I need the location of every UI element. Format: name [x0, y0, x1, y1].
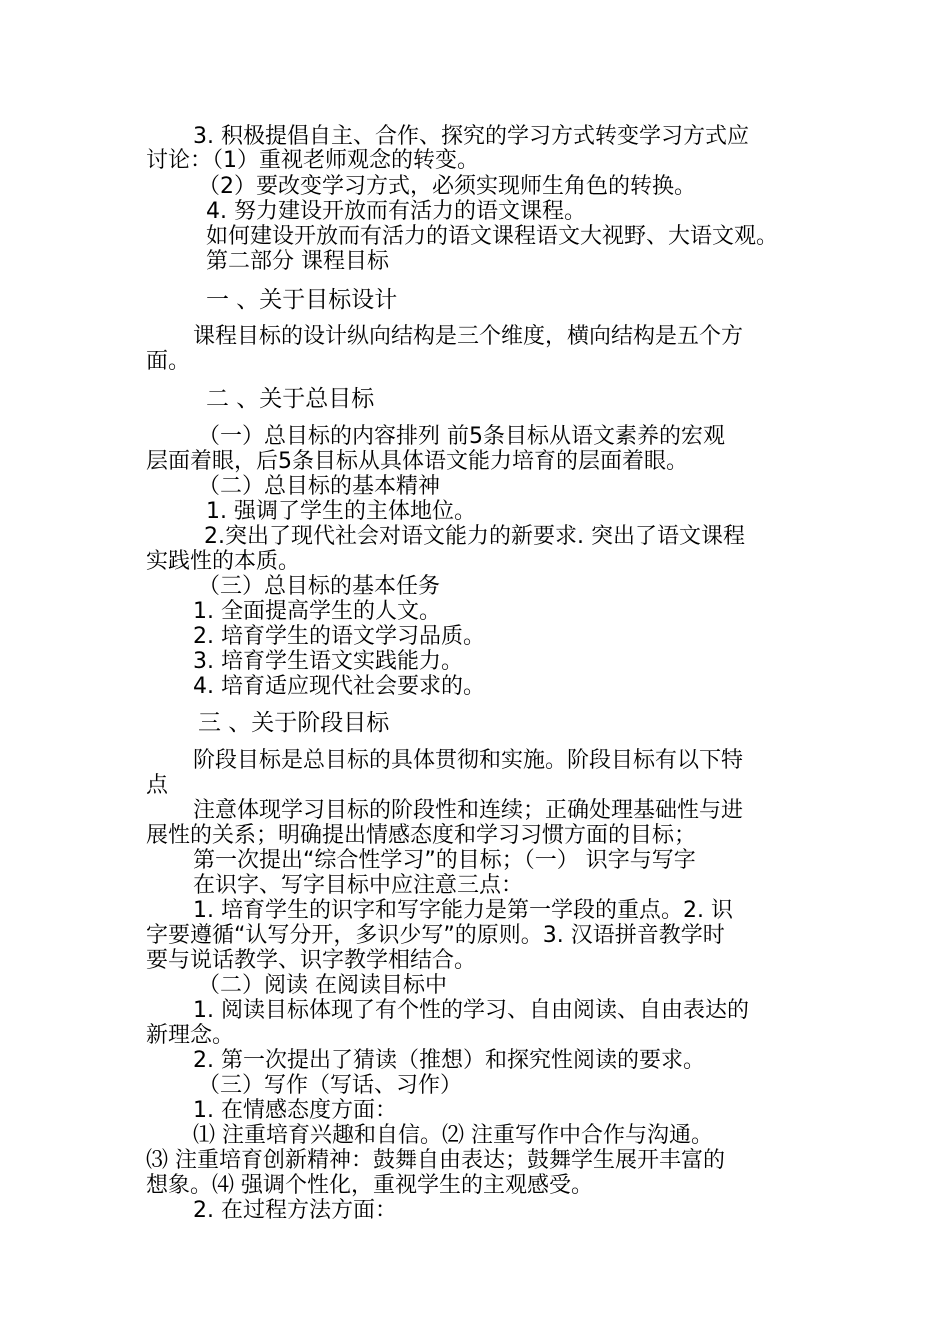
text-line: （一）总目标的内容排列 前5条目标从语文素养的宏观: [198, 424, 725, 449]
section-heading: 二 、关于总目标: [206, 386, 375, 412]
section-heading: 一 、关于目标设计: [206, 287, 398, 313]
text-line: 阶段目标是总目标的具体贯彻和实施。阶段目标有以下特: [193, 748, 744, 773]
text-line: 新理念。: [146, 1023, 235, 1048]
text-line: （三）总目标的基本任务: [198, 574, 441, 599]
text-line: 展性的关系；明确提出情感态度和学习习惯方面的目标；: [146, 823, 697, 848]
text-line: 讨论：（1）重视老师观念的转变。: [146, 148, 479, 173]
text-line: 4. 培育适应现代社会要求的。: [193, 674, 485, 699]
text-line: ⑴ 注重培育兴趣和自信。⑵ 注重写作中合作与沟通。: [193, 1123, 713, 1148]
text-line: 注意体现学习目标的阶段性和连续；正确处理基础性与进: [193, 798, 744, 823]
text-line: （二）阅读 在阅读目标中: [198, 973, 447, 998]
text-line: 1. 在情感态度方面：: [193, 1098, 397, 1123]
section-heading: 三 、关于阶段目标: [198, 710, 390, 736]
text-line: 层面着眼，后5条目标从具体语文能力培育的层面着眼。: [146, 449, 688, 474]
text-line: 3. 培育学生语文实践能力。: [193, 649, 463, 674]
text-line: 2. 培育学生的语文学习品质。: [193, 624, 485, 649]
text-line: 2. 第一次提出了猜读（推想）和探究性阅读的要求。: [193, 1048, 705, 1073]
text-line: 1. 强调了学生的主体地位。: [206, 499, 476, 524]
text-line: （二）总目标的基本精神: [198, 474, 441, 499]
text-line: ⑶ 注重培育创新精神：鼓舞自由表达；鼓舞学生展开丰富的: [146, 1148, 725, 1173]
text-line: 要与说话教学、识字教学相结合。: [146, 948, 477, 973]
text-line: 1. 全面提高学生的人文。: [193, 599, 441, 624]
text-line: 1. 阅读目标体现了有个性的学习、自由阅读、自由表达的: [193, 998, 749, 1023]
text-line: 2.突出了现代社会对语文能力的新要求. 突出了语文课程: [204, 524, 745, 549]
text-line: 实践性的本质。: [146, 549, 301, 574]
text-line: 字要遵循“认写分开，多识少写”的原则。3. 汉语拼音教学时: [146, 923, 725, 948]
text-line: （三）写作（写话、习作）: [198, 1073, 463, 1098]
text-line: 面。: [146, 349, 191, 374]
text-line: 2. 在过程方法方面：: [193, 1198, 397, 1223]
text-line: 点: [146, 773, 169, 798]
text-line: 第一次提出“综合性学习”的目标；（一） 识字与写字: [193, 848, 696, 873]
text-line: 1. 培育学生的识字和写字能力是第一学段的重点。2. 识: [193, 898, 733, 923]
text-line: 3. 积极提倡自主、合作、探究的学习方式转变学习方式应: [193, 124, 749, 149]
text-line: 在识字、写字目标中应注意三点：: [193, 873, 524, 898]
text-line: 4. 努力建设开放而有活力的语文课程。: [206, 199, 586, 224]
text-line: 想象。⑷ 强调个性化，重视学生的主观感受。: [146, 1173, 593, 1198]
text-line: 课程目标的设计纵向结构是三个维度，横向结构是五个方: [193, 324, 744, 349]
section-title: 第二部分 课程目标: [206, 249, 389, 274]
text-line: 如何建设开放而有活力的语文课程语文大视野、大语文观。: [206, 224, 779, 249]
text-line: （2）要改变学习方式，必须实现师生角色的转换。: [198, 174, 696, 199]
